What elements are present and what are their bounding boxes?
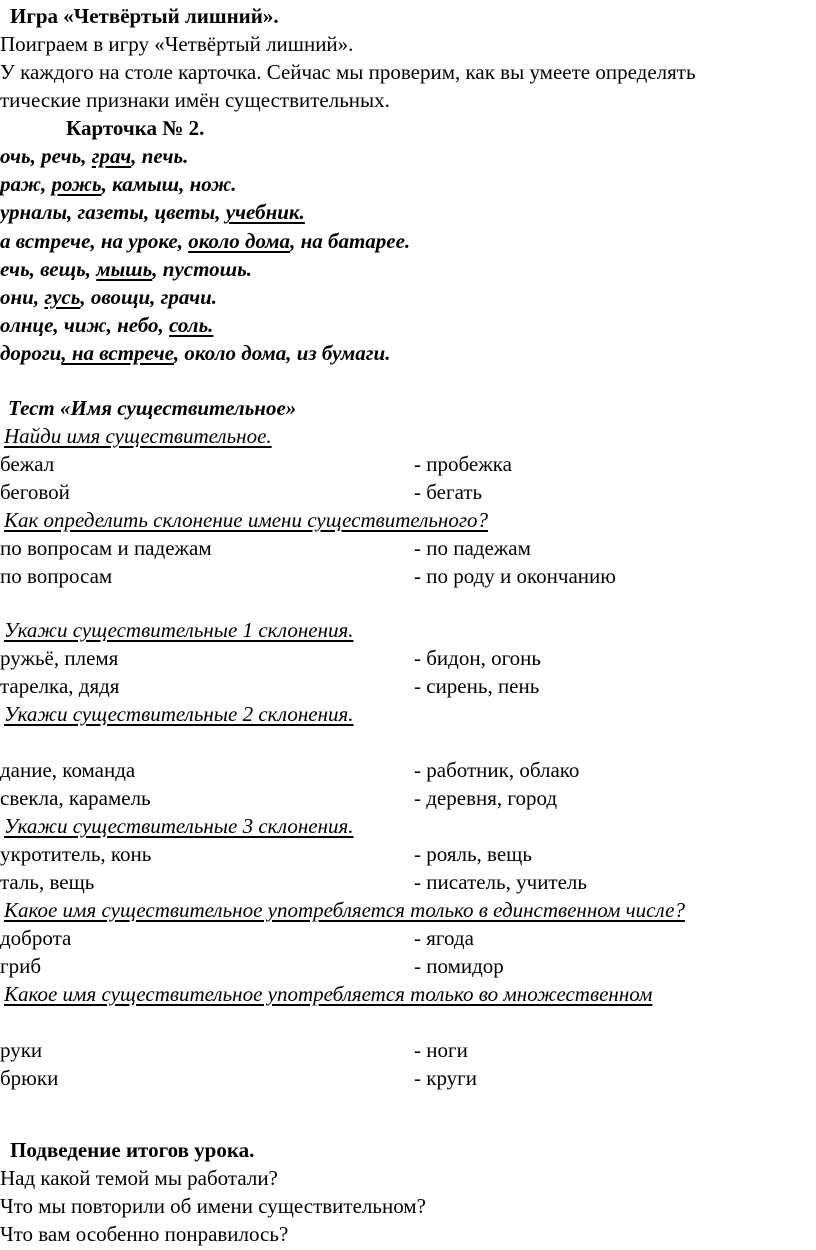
q5-option-left-1: укротитель, конь	[0, 842, 152, 866]
summary-heading: Подведение итогов урока.	[10, 1138, 255, 1162]
q4-option-left-1: дание, команда	[0, 758, 136, 782]
q7-option-left-2: брюки	[0, 1066, 59, 1090]
q1-option-left-2: беговой	[0, 480, 70, 504]
question-7: Какое имя существительное употребляется только во множественном	[4, 982, 653, 1006]
q6-option-left-1: доброта	[0, 926, 72, 950]
game-intro-line-1: Поиграем в игру «Четвёртый лишний».	[0, 32, 354, 56]
odd-word: гусь	[44, 285, 81, 309]
card-row-text: урналы, газеты, цветы,	[0, 200, 226, 225]
odd-word: мышь	[96, 256, 153, 281]
card-row-text: , печь.	[131, 144, 189, 168]
q4-option-right-2: - деревня, город	[414, 786, 558, 810]
q5-option-left-2: таль, вещь	[0, 870, 95, 894]
q3-option-right-1: - бидон, огонь	[414, 646, 541, 670]
q2-option-left-2: по вопросам	[0, 564, 113, 588]
odd-word: учебник.	[225, 200, 305, 225]
q3-option-left-2: тарелка, дядя	[0, 674, 120, 698]
card-row-text: очь, речь,	[0, 144, 92, 168]
card-row-text: , на батарее.	[290, 228, 411, 253]
q6-option-left-2: гриб	[0, 954, 42, 978]
q2-option-right-2: - по роду и окончанию	[414, 564, 616, 588]
question-6: Какое имя существительное употребляется только в единственном числе?	[4, 898, 685, 922]
q5-option-right-2: - писатель, учитель	[414, 870, 587, 894]
odd-word: грач	[91, 144, 132, 168]
odd-word: соль.	[169, 313, 214, 338]
card-row-5	[0, 256, 252, 281]
question-3: Укажи существительные 1 склонения.	[4, 618, 354, 642]
q4-option-right-1: - работник, облако	[414, 758, 580, 782]
summary-question-3: Что вам особенно понравилось?	[0, 1222, 289, 1246]
q2-option-right-1: - по падежам	[414, 536, 531, 560]
q3-option-left-1: ружьё, племя	[0, 646, 119, 670]
summary-question-1: Над какой темой мы работали?	[0, 1166, 278, 1190]
test-title: Тест «Имя существительное»	[8, 396, 297, 420]
card-row-8	[0, 343, 390, 364]
odd-word: , на встрече	[61, 341, 174, 366]
q5-option-right-1: - рояль, вещь	[414, 842, 532, 866]
card-row-7	[0, 315, 213, 336]
game-intro-line-2: У каждого на столе карточка. Сейчас мы проверим, как вы умеете определять	[0, 60, 696, 84]
odd-word: около дома	[188, 228, 291, 253]
card-row-text: олнце, чиж, небо,	[0, 313, 170, 338]
q6-option-right-1: - ягода	[414, 926, 474, 950]
q3-option-right-2: - сирень, пень	[414, 674, 540, 698]
game-intro-line-3: тические признаки имён существительных.	[0, 88, 390, 112]
question-5: Укажи существительные 3 склонения.	[4, 814, 354, 838]
q7-option-right-2: - круги	[414, 1066, 478, 1090]
card-row-text: дороги	[0, 341, 62, 366]
game-heading: Игра «Четвёртый лишний».	[10, 4, 279, 28]
card-row-3	[0, 202, 305, 223]
card-row-1	[0, 146, 188, 167]
q7-option-left-1: руки	[0, 1038, 43, 1062]
card-row-2	[0, 174, 237, 195]
q1-option-left-1: бежал	[0, 452, 55, 476]
summary-question-2: Что мы повторили об имени существительном?	[0, 1194, 426, 1218]
card-row-text: , пустошь.	[152, 256, 252, 281]
question-2: Как определить склонение имени существительного?	[4, 508, 489, 532]
card-title: Карточка № 2.	[66, 116, 205, 140]
question-1: Найди имя существительное.	[4, 424, 272, 448]
question-4: Укажи существительные 2 склонения.	[4, 702, 354, 726]
q4-option-left-2: свекла, карамель	[0, 786, 151, 810]
q7-option-right-1: - ноги	[414, 1038, 468, 1062]
q1-option-right-2: - бегать	[414, 480, 483, 504]
card-row-text: , около дома, из бумаги.	[173, 341, 391, 366]
q2-option-left-1: по вопросам и падежам	[0, 536, 212, 560]
odd-word: рожь	[51, 172, 102, 197]
card-row-text: раж,	[0, 172, 52, 197]
card-row-4	[0, 228, 411, 253]
q1-option-right-1: - пробежка	[414, 452, 512, 476]
card-row-6	[0, 287, 217, 308]
card-row-text: , овощи, грачи.	[80, 285, 218, 309]
card-row-text: они,	[0, 285, 45, 309]
card-row-text: , камыш, нож.	[101, 172, 237, 197]
card-row-text: а встрече, на уроке,	[0, 228, 189, 253]
q6-option-right-2: - помидор	[414, 954, 504, 978]
card-row-text: ечь, вещь,	[0, 256, 97, 281]
